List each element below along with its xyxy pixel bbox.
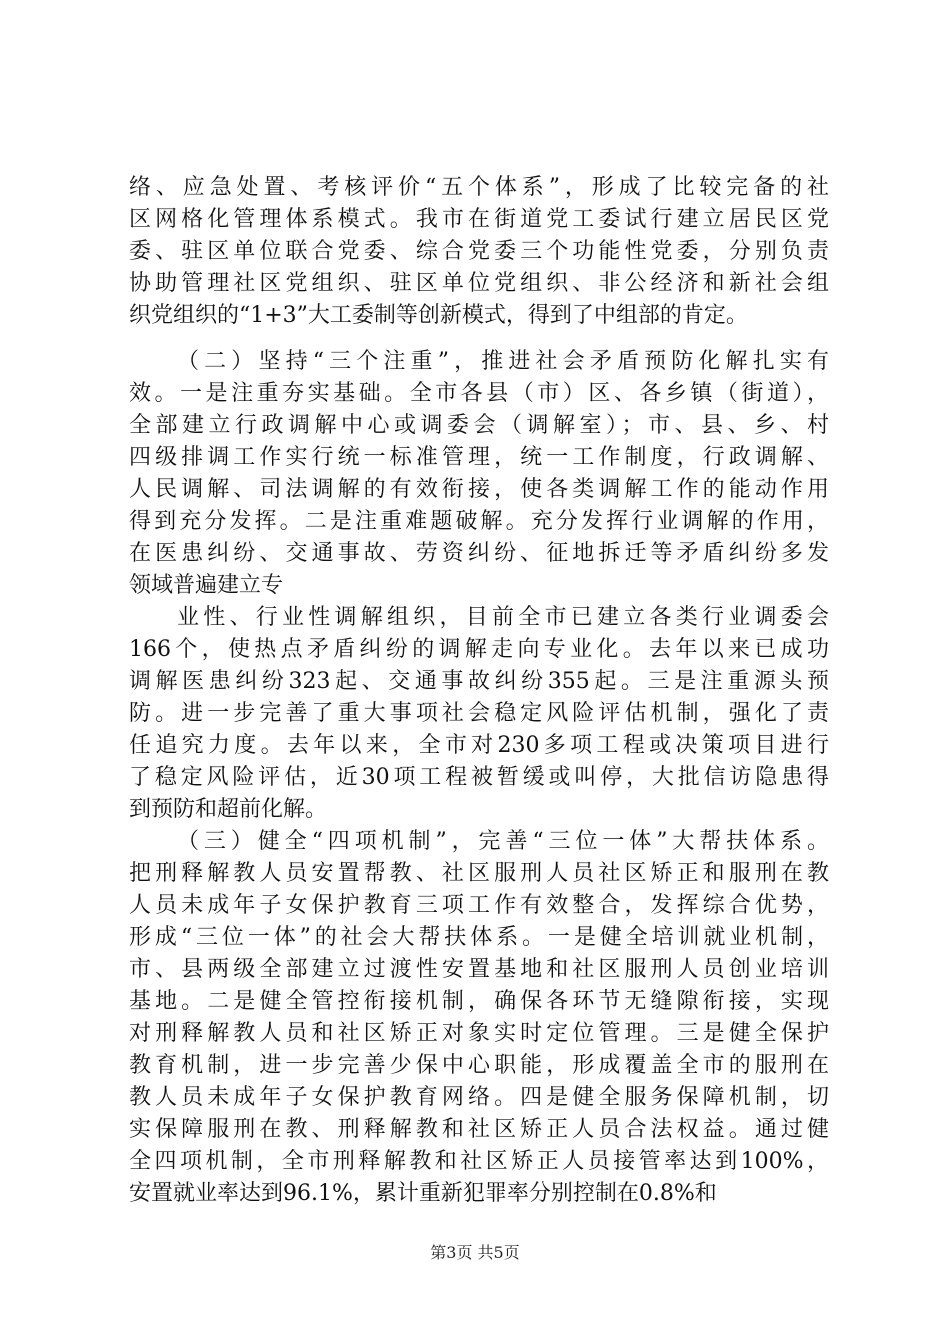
body-text-line: 业性、行业性调解组织，目前全市已建立各类行业调委会 [177, 605, 829, 630]
body-text-line: 基地。二是健全管控衔接机制，确保各环节无缝隙衔接，实现 [129, 989, 829, 1014]
body-text-line: 形成“三位一体”的社会大帮扶体系。一是健全培训就业机制， [129, 925, 829, 950]
body-text-line: 织党组织的“1+3”大工委制等创新模式，得到了中组部的肯定。 [129, 303, 748, 328]
body-text-line: 安置就业率达到96.1%，累计重新犯罪率分别控制在0.8%和 [129, 1181, 717, 1206]
body-text-line: 领域普遍建立专 [129, 573, 284, 598]
body-text-line: 实保障服刑在教、刑释解教和社区矫正人员合法权益。通过健 [129, 1117, 829, 1142]
body-text-line: 调解医患纠纷323起、交通事故纠纷355起。三是注重源头预 [129, 669, 829, 694]
body-text-line: 教人员未成年子女保护教育网络。四是健全服务保障机制，切 [129, 1085, 829, 1110]
body-text-line: 把刑释解教人员安置帮教、社区服刑人员社区矫正和服刑在教 [129, 861, 829, 886]
body-text-line: 人员未成年子女保护教育三项工作有效整合，发挥综合优势， [129, 893, 829, 918]
body-text-line: 防。进一步完善了重大事项社会稳定风险评估机制，强化了责 [129, 701, 829, 726]
body-text-line: 任追究力度。去年以来，全市对230多项工程或决策项目进行 [129, 733, 829, 758]
section-heading-line: （二）坚持“三个注重”，推进社会矛盾预防化解扎实有 [177, 349, 829, 374]
body-text-line: 了稳定风险评估，近30项工程被暂缓或叫停，大批信访隐患得 [129, 765, 829, 790]
body-text-line: 络、应急处置、考核评价“五个体系”，形成了比较完备的社 [129, 175, 829, 200]
body-text-line: 四级排调工作实行统一标准管理，统一工作制度，行政调解、 [129, 445, 829, 470]
body-text-line: 效。一是注重夯实基础。全市各县（市）区、各乡镇（街道）， [129, 381, 829, 406]
section-heading-line: （三）健全“四项机制”，完善“三位一体”大帮扶体系。 [177, 829, 829, 854]
body-text-line: 教育机制，进一步完善少保中心职能，形成覆盖全市的服刑在 [129, 1053, 829, 1078]
body-text-line: 得到充分发挥。二是注重难题破解。充分发挥行业调解的作用， [129, 509, 829, 534]
body-text-line: 协助管理社区党组织、驻区单位党组织、非公经济和新社会组 [129, 271, 829, 296]
body-text-line: 全四项机制，全市刑释解教和社区矫正人员接管率达到100%， [129, 1149, 829, 1174]
body-text-line: 全部建立行政调解中心或调委会（调解室）；市、县、乡、村 [129, 413, 829, 438]
page-number-footer: 第3页 共5页 [430, 1243, 520, 1262]
body-text-line: 166个，使热点矛盾纠纷的调解走向专业化。去年以来已成功 [129, 637, 829, 662]
body-text-line: 区网格化管理体系模式。我市在街道党工委试行建立居民区党 [129, 207, 829, 232]
body-text-line: 人民调解、司法调解的有效衔接，使各类调解工作的能动作用 [129, 477, 829, 502]
body-text-line: 委、驻区单位联合党委、综合党委三个功能性党委，分别负责 [129, 239, 829, 264]
body-text-line: 市、县两级全部建立过渡性安置基地和社区服刑人员创业培训 [129, 957, 829, 982]
body-text-line: 对刑释解教人员和社区矫正对象实时定位管理。三是健全保护 [129, 1021, 829, 1046]
body-text-line: 在医患纠纷、交通事故、劳资纠纷、征地拆迁等矛盾纠纷多发 [129, 541, 829, 566]
body-text-line: 到预防和超前化解。 [129, 797, 328, 822]
